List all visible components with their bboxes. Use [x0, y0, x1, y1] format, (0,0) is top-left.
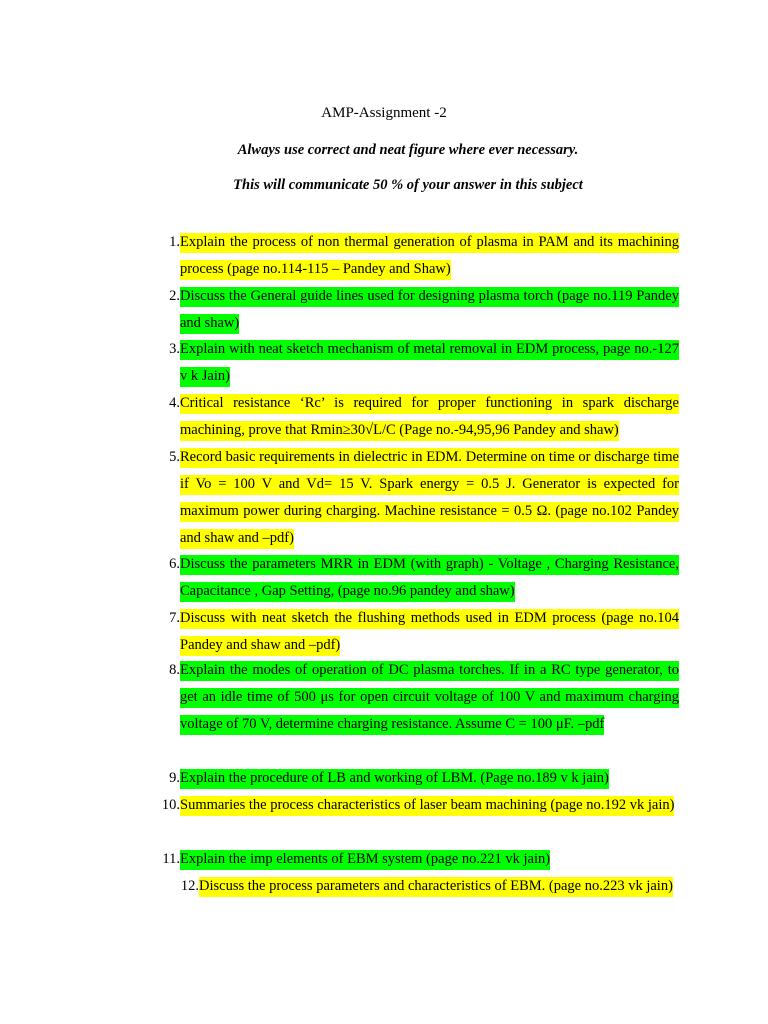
- question-item-9: [155, 765, 679, 792]
- question-item-6: [155, 551, 679, 605]
- question-text: Critical resistance ‘Rc’ is required for proper functioning in spark discharge machining, prove that Rmin≥30√L/C (Page no.-94,95,96 Pandey and shaw): [180, 394, 679, 441]
- question-text: Discuss with neat sketch the flushing methods used in EDM process (page no.104 Pandey and shaw and –pdf): [180, 609, 679, 656]
- question-item-4: [155, 390, 679, 444]
- question-number: 4.: [169, 395, 180, 411]
- question-number: 6.: [169, 556, 180, 572]
- question-number: 3.: [169, 341, 180, 357]
- question-text: Explain the procedure of LB and working of LBM. (Page no.189 v k jain): [180, 769, 609, 789]
- question-item-2: [155, 283, 679, 337]
- subtitle-figure-instruction: Always use correct and neat figure where ever necessary.: [237, 142, 579, 158]
- question-item-12: [174, 873, 679, 900]
- question-number: 5.: [169, 449, 180, 465]
- question-item-11: [155, 846, 679, 873]
- subtitle-weightage-note: This will communicate 50 % of your answer in this subject: [233, 177, 583, 193]
- document-title: AMP-Assignment -2: [321, 105, 447, 121]
- question-number: 11.: [162, 851, 180, 867]
- question-number: 1.: [169, 234, 180, 250]
- question-item-3: [155, 336, 679, 390]
- question-item-8: [155, 657, 679, 738]
- question-text: Explain the imp elements of EBM system (page no.221 vk jain): [180, 850, 550, 870]
- question-number: 8.: [169, 662, 180, 678]
- question-text: Discuss the parameters MRR in EDM (with graph) - Voltage , Charging Resistance, Capacitance , Gap Setting, (page no.96 pandey and shaw): [180, 555, 679, 602]
- question-text: Summaries the process characteristics of laser beam machining (page no.192 vk jain): [180, 796, 674, 816]
- question-item-10: [155, 792, 679, 819]
- question-number: 9.: [169, 770, 180, 786]
- question-number: 12.: [180, 878, 199, 894]
- question-text: Discuss the process parameters and characteristics of EBM. (page no.223 vk jain): [199, 877, 673, 897]
- question-number: 7.: [169, 610, 180, 626]
- question-text: Explain the process of non thermal generation of plasma in PAM and its machining process (page no.114-115 – Pandey and Shaw): [180, 233, 679, 280]
- question-item-1: [155, 229, 679, 283]
- question-number: 10.: [161, 797, 180, 813]
- question-item-7: [155, 605, 679, 659]
- question-number: 2.: [169, 288, 180, 304]
- question-text: Explain the modes of operation of DC plasma torches. If in a RC type generator, to get an idle time of 500 μs for open circuit voltage of 100 V and maximum charging voltage of 70 V, determine charging resistance. Assume C = 100 μF. –pdf: [180, 661, 679, 735]
- question-text: Discuss the General guide lines used for designing plasma torch (page no.119 Pandey and shaw): [180, 287, 679, 334]
- question-item-5: [155, 444, 679, 552]
- question-text: Record basic requirements in dielectric in EDM. Determine on time or discharge time if Vo = 100 V and Vd= 15 V. Spark energy = 0.5 J. Generator is expected for maximum power during charging. Machine resistance = 0.5 Ω. (page no.102 Pandey and shaw and –pdf): [180, 448, 679, 549]
- question-text: Explain with neat sketch mechanism of metal removal in EDM process, page no.-127 v k Jain): [180, 340, 679, 387]
